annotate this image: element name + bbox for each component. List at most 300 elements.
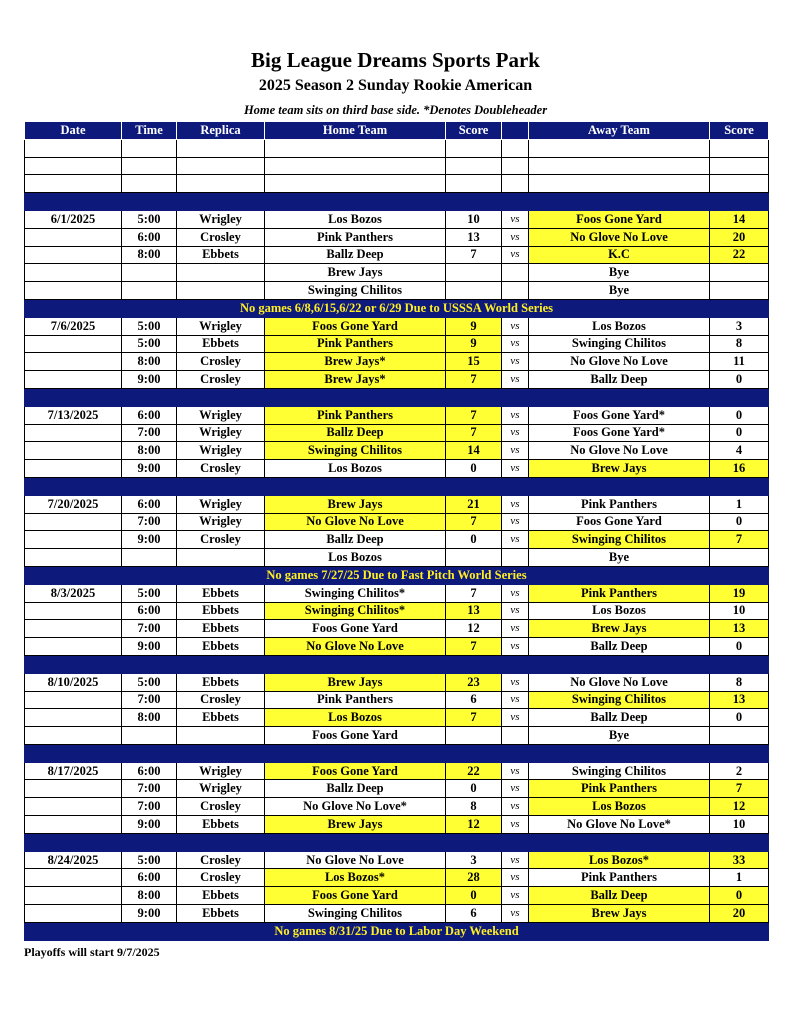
vs-cell: vs — [502, 442, 529, 460]
away-team-cell: Brew Jays — [529, 905, 710, 923]
vs-cell: vs — [502, 531, 529, 549]
empty-cell — [177, 139, 265, 157]
away-score-cell: 0 — [710, 887, 769, 905]
empty-cell — [502, 388, 529, 406]
home-score-cell — [446, 282, 502, 300]
date-cell — [25, 816, 122, 834]
vs-cell: vs — [502, 602, 529, 620]
time-cell: 9:00 — [122, 638, 177, 656]
home-score-cell: 7 — [446, 406, 502, 424]
empty-cell — [25, 477, 122, 495]
home-score-cell: 22 — [446, 762, 502, 780]
page-subtitle: 2025 Season 2 Sunday Rookie American — [258, 77, 533, 94]
vs-cell: vs — [502, 353, 529, 371]
empty-cell — [265, 139, 446, 157]
separator-row — [25, 655, 769, 673]
home-team-cell: Swinging Chilitos — [265, 905, 446, 923]
game-row — [25, 424, 769, 442]
replica-cell: Ebbets — [177, 816, 265, 834]
away-team-cell: Ballz Deep — [529, 638, 710, 656]
home-score-cell: 28 — [446, 869, 502, 887]
home-team-cell: Brew Jays — [265, 816, 446, 834]
empty-cell — [502, 477, 529, 495]
empty-cell — [265, 833, 446, 851]
home-team-cell: Brew Jays* — [265, 353, 446, 371]
empty-cell — [122, 833, 177, 851]
replica-cell: Ebbets — [177, 335, 265, 353]
replica-cell: Crosley — [177, 691, 265, 709]
away-team-cell: Ballz Deep — [529, 887, 710, 905]
game-row — [25, 282, 769, 300]
home-score-cell: 8 — [446, 798, 502, 816]
vs-cell: vs — [502, 762, 529, 780]
away-team-cell: Foos Gone Yard* — [529, 424, 710, 442]
empty-cell — [529, 139, 710, 157]
empty-cell — [122, 193, 177, 211]
game-row — [25, 638, 769, 656]
game-row — [25, 335, 769, 353]
date-cell — [25, 691, 122, 709]
time-cell: 5:00 — [122, 210, 177, 228]
home-score-cell — [446, 549, 502, 567]
replica-cell: Wrigley — [177, 210, 265, 228]
game-row — [25, 210, 769, 228]
replica-cell: Crosley — [177, 851, 265, 869]
home-score-cell: 0 — [446, 887, 502, 905]
home-score-cell: 13 — [446, 602, 502, 620]
away-score-cell: 0 — [710, 406, 769, 424]
time-cell — [122, 549, 177, 567]
game-row — [25, 709, 769, 727]
replica-cell — [177, 264, 265, 282]
home-score-cell: 7 — [446, 709, 502, 727]
home-score-cell: 6 — [446, 691, 502, 709]
home-team-cell: No Glove No Love — [265, 513, 446, 531]
away-team-cell: Brew Jays — [529, 460, 710, 478]
away-team-cell: Foos Gone Yard* — [529, 406, 710, 424]
home-score-cell: 7 — [446, 513, 502, 531]
replica-cell: Crosley — [177, 228, 265, 246]
home-score-cell — [446, 264, 502, 282]
away-team-cell: Pink Panthers — [529, 584, 710, 602]
game-row — [25, 549, 769, 567]
empty-cell — [529, 655, 710, 673]
away-team-cell: K.C — [529, 246, 710, 264]
away-score-cell: 13 — [710, 691, 769, 709]
home-team-cell: Brew Jays — [265, 264, 446, 282]
empty-cell — [529, 193, 710, 211]
game-row — [25, 317, 769, 335]
time-cell: 9:00 — [122, 905, 177, 923]
away-score-cell: 10 — [710, 602, 769, 620]
empty-cell — [122, 139, 177, 157]
empty-cell — [446, 388, 502, 406]
time-cell: 8:00 — [122, 353, 177, 371]
vs-cell: vs — [502, 246, 529, 264]
home-team-cell: Ballz Deep — [265, 246, 446, 264]
col-home-score: Score — [446, 122, 502, 140]
empty-cell — [122, 477, 177, 495]
empty-cell — [502, 139, 529, 157]
home-score-cell: 7 — [446, 584, 502, 602]
time-cell: 9:00 — [122, 816, 177, 834]
note-row — [25, 299, 769, 317]
replica-cell: Wrigley — [177, 406, 265, 424]
away-score-cell: 19 — [710, 584, 769, 602]
separator-row — [25, 744, 769, 762]
date-cell — [25, 264, 122, 282]
home-team-cell: Ballz Deep — [265, 424, 446, 442]
home-team-cell: Foos Gone Yard — [265, 887, 446, 905]
time-cell: 6:00 — [122, 869, 177, 887]
away-score-cell: 0 — [710, 424, 769, 442]
date-cell: 7/6/2025 — [25, 317, 122, 335]
game-row — [25, 460, 769, 478]
time-cell — [122, 264, 177, 282]
col-time: Time — [122, 122, 177, 140]
game-row — [25, 673, 769, 691]
game-row — [25, 584, 769, 602]
empty-cell — [25, 833, 122, 851]
vs-cell: vs — [502, 460, 529, 478]
home-score-cell: 0 — [446, 460, 502, 478]
away-score-cell: 12 — [710, 798, 769, 816]
date-cell — [25, 353, 122, 371]
game-row — [25, 691, 769, 709]
col-home-team: Home Team — [265, 122, 446, 140]
date-cell: 6/1/2025 — [25, 210, 122, 228]
replica-cell: Ebbets — [177, 584, 265, 602]
home-team-cell: Brew Jays — [265, 495, 446, 513]
header-note: Home team sits on third base side. *Denotes Doubleheader — [243, 103, 548, 117]
vs-cell: vs — [502, 335, 529, 353]
game-row — [25, 442, 769, 460]
empty-cell — [446, 193, 502, 211]
empty-cell — [502, 655, 529, 673]
vs-cell: vs — [502, 798, 529, 816]
col-date: Date — [25, 122, 122, 140]
replica-cell: Ebbets — [177, 709, 265, 727]
home-team-cell: Swinging Chilitos* — [265, 584, 446, 602]
away-score-cell: 11 — [710, 353, 769, 371]
away-team-cell: No Glove No Love — [529, 673, 710, 691]
home-team-cell: Foos Gone Yard — [265, 620, 446, 638]
empty-cell — [177, 193, 265, 211]
replica-cell: Crosley — [177, 460, 265, 478]
time-cell: 7:00 — [122, 424, 177, 442]
away-team-cell: Swinging Chilitos — [529, 531, 710, 549]
away-team-cell: No Glove No Love — [529, 228, 710, 246]
game-row — [25, 371, 769, 389]
empty-cell — [710, 388, 769, 406]
away-score-cell: 7 — [710, 531, 769, 549]
home-team-cell: Pink Panthers — [265, 335, 446, 353]
vs-cell: vs — [502, 638, 529, 656]
home-team-cell: Los Bozos — [265, 210, 446, 228]
empty-cell — [25, 139, 122, 157]
empty-cell — [265, 175, 446, 193]
home-score-cell: 14 — [446, 442, 502, 460]
away-score-cell: 13 — [710, 620, 769, 638]
away-team-cell: Pink Panthers — [529, 869, 710, 887]
away-score-cell: 8 — [710, 335, 769, 353]
empty-cell — [446, 744, 502, 762]
date-cell: 8/3/2025 — [25, 584, 122, 602]
replica-cell: Crosley — [177, 371, 265, 389]
vs-cell: vs — [502, 495, 529, 513]
page-title: Big League Dreams Sports Park — [251, 48, 540, 72]
empty-cell — [446, 139, 502, 157]
empty-cell — [265, 655, 446, 673]
schedule-table — [24, 121, 769, 941]
date-cell — [25, 282, 122, 300]
game-row — [25, 228, 769, 246]
time-cell: 8:00 — [122, 246, 177, 264]
empty-cell — [446, 833, 502, 851]
time-cell: 5:00 — [122, 317, 177, 335]
empty-cell — [529, 157, 710, 175]
home-score-cell: 12 — [446, 620, 502, 638]
date-cell — [25, 513, 122, 531]
home-team-cell: Swinging Chilitos — [265, 442, 446, 460]
away-team-cell: Swinging Chilitos — [529, 335, 710, 353]
away-team-cell: Los Bozos — [529, 798, 710, 816]
away-team-cell: Los Bozos — [529, 317, 710, 335]
away-team-cell: Foos Gone Yard — [529, 513, 710, 531]
away-team-cell: Los Bozos* — [529, 851, 710, 869]
date-cell — [25, 798, 122, 816]
empty-cell — [122, 175, 177, 193]
vs-cell — [502, 727, 529, 745]
away-score-cell: 10 — [710, 816, 769, 834]
away-score-cell: 1 — [710, 495, 769, 513]
away-score-cell: 16 — [710, 460, 769, 478]
away-team-cell: Los Bozos — [529, 602, 710, 620]
home-team-cell: Swinging Chilitos* — [265, 602, 446, 620]
away-score-cell: 0 — [710, 709, 769, 727]
home-team-cell: Pink Panthers — [265, 406, 446, 424]
time-cell: 5:00 — [122, 584, 177, 602]
date-cell — [25, 727, 122, 745]
empty-cell — [265, 388, 446, 406]
away-team-cell: Bye — [529, 264, 710, 282]
date-cell: 8/10/2025 — [25, 673, 122, 691]
replica-cell: Crosley — [177, 869, 265, 887]
empty-cell — [265, 157, 446, 175]
home-team-cell: No Glove No Love — [265, 638, 446, 656]
separator-row — [25, 193, 769, 211]
game-row — [25, 246, 769, 264]
empty-cell — [710, 193, 769, 211]
game-row — [25, 406, 769, 424]
date-cell: 8/24/2025 — [25, 851, 122, 869]
home-score-cell: 9 — [446, 335, 502, 353]
empty-cell — [177, 744, 265, 762]
home-score-cell — [446, 727, 502, 745]
away-team-cell: No Glove No Love — [529, 353, 710, 371]
time-cell: 7:00 — [122, 513, 177, 531]
empty-cell — [25, 388, 122, 406]
vs-cell: vs — [502, 691, 529, 709]
away-score-cell — [710, 282, 769, 300]
date-cell — [25, 371, 122, 389]
away-team-cell: Bye — [529, 282, 710, 300]
replica-cell: Ebbets — [177, 602, 265, 620]
empty-cell — [177, 477, 265, 495]
time-cell: 9:00 — [122, 460, 177, 478]
vs-cell: vs — [502, 620, 529, 638]
vs-cell: vs — [502, 371, 529, 389]
col-replica: Replica — [177, 122, 265, 140]
home-team-cell: Brew Jays — [265, 673, 446, 691]
empty-cell — [710, 157, 769, 175]
away-team-cell: Ballz Deep — [529, 371, 710, 389]
away-team-cell: Swinging Chilitos — [529, 691, 710, 709]
away-score-cell: 1 — [710, 869, 769, 887]
away-score-cell: 0 — [710, 513, 769, 531]
date-cell — [25, 460, 122, 478]
home-score-cell: 0 — [446, 531, 502, 549]
vs-cell: vs — [502, 317, 529, 335]
date-cell: 8/17/2025 — [25, 762, 122, 780]
away-score-cell: 0 — [710, 371, 769, 389]
vs-cell: vs — [502, 851, 529, 869]
away-team-cell: No Glove No Love — [529, 442, 710, 460]
away-team-cell: Foos Gone Yard — [529, 210, 710, 228]
empty-cell — [502, 833, 529, 851]
empty-cell — [25, 655, 122, 673]
note-text: No games 6/8,6/15,6/22 or 6/29 Due to USSSA World Series — [25, 299, 769, 317]
replica-cell — [177, 727, 265, 745]
home-score-cell: 23 — [446, 673, 502, 691]
date-cell — [25, 869, 122, 887]
game-row — [25, 905, 769, 923]
home-score-cell: 6 — [446, 905, 502, 923]
empty-cell — [710, 833, 769, 851]
home-score-cell: 7 — [446, 638, 502, 656]
away-score-cell: 4 — [710, 442, 769, 460]
time-cell: 8:00 — [122, 887, 177, 905]
empty-cell — [710, 139, 769, 157]
empty-cell — [177, 175, 265, 193]
home-team-cell: Ballz Deep — [265, 780, 446, 798]
game-row — [25, 816, 769, 834]
empty-cell — [25, 175, 122, 193]
home-team-cell: Pink Panthers — [265, 691, 446, 709]
time-cell: 5:00 — [122, 851, 177, 869]
empty-cell — [529, 833, 710, 851]
empty-cell — [502, 175, 529, 193]
empty-cell — [265, 193, 446, 211]
vs-cell: vs — [502, 210, 529, 228]
replica-cell: Ebbets — [177, 246, 265, 264]
game-row — [25, 264, 769, 282]
date-cell: 7/13/2025 — [25, 406, 122, 424]
empty-cell — [177, 833, 265, 851]
home-score-cell: 7 — [446, 371, 502, 389]
replica-cell: Crosley — [177, 531, 265, 549]
vs-cell: vs — [502, 816, 529, 834]
empty-cell — [446, 655, 502, 673]
col-vs — [502, 122, 529, 140]
date-cell — [25, 780, 122, 798]
replica-cell: Wrigley — [177, 495, 265, 513]
empty-cell — [446, 175, 502, 193]
away-score-cell: 0 — [710, 638, 769, 656]
time-cell: 9:00 — [122, 371, 177, 389]
time-cell: 5:00 — [122, 335, 177, 353]
home-team-cell: Foos Gone Yard — [265, 762, 446, 780]
time-cell: 7:00 — [122, 798, 177, 816]
time-cell — [122, 727, 177, 745]
home-team-cell: Los Bozos* — [265, 869, 446, 887]
note-text: No games 8/31/25 Due to Labor Day Weekend — [25, 922, 769, 940]
away-score-cell: 20 — [710, 905, 769, 923]
home-score-cell: 12 — [446, 816, 502, 834]
date-cell — [25, 549, 122, 567]
game-row — [25, 851, 769, 869]
empty-cell — [529, 477, 710, 495]
vs-cell: vs — [502, 406, 529, 424]
date-cell — [25, 335, 122, 353]
date-cell — [25, 602, 122, 620]
game-row — [25, 762, 769, 780]
replica-cell: Ebbets — [177, 887, 265, 905]
empty-cell — [446, 157, 502, 175]
empty-cell — [122, 388, 177, 406]
away-score-cell: 20 — [710, 228, 769, 246]
game-row — [25, 495, 769, 513]
time-cell: 6:00 — [122, 406, 177, 424]
vs-cell — [502, 549, 529, 567]
time-cell: 6:00 — [122, 602, 177, 620]
vs-cell: vs — [502, 513, 529, 531]
game-row — [25, 780, 769, 798]
empty-cell — [710, 744, 769, 762]
blank-row — [25, 175, 769, 193]
replica-cell — [177, 549, 265, 567]
game-row — [25, 887, 769, 905]
col-away-score: Score — [710, 122, 769, 140]
empty-cell — [265, 477, 446, 495]
home-score-cell: 10 — [446, 210, 502, 228]
time-cell: 8:00 — [122, 709, 177, 727]
away-score-cell — [710, 264, 769, 282]
note-row — [25, 566, 769, 584]
empty-cell — [502, 744, 529, 762]
game-row — [25, 798, 769, 816]
game-row — [25, 727, 769, 745]
away-team-cell: Swinging Chilitos — [529, 762, 710, 780]
col-away-team: Away Team — [529, 122, 710, 140]
replica-cell: Wrigley — [177, 513, 265, 531]
away-team-cell: Brew Jays — [529, 620, 710, 638]
home-team-cell: Swinging Chilitos — [265, 282, 446, 300]
vs-cell: vs — [502, 869, 529, 887]
empty-cell — [265, 744, 446, 762]
vs-cell: vs — [502, 905, 529, 923]
empty-cell — [122, 157, 177, 175]
replica-cell: Ebbets — [177, 638, 265, 656]
away-score-cell: 22 — [710, 246, 769, 264]
away-score-cell: 14 — [710, 210, 769, 228]
home-score-cell: 3 — [446, 851, 502, 869]
blank-row — [25, 157, 769, 175]
home-team-cell: Brew Jays* — [265, 371, 446, 389]
date-cell — [25, 638, 122, 656]
empty-cell — [529, 744, 710, 762]
home-team-cell: No Glove No Love — [265, 851, 446, 869]
